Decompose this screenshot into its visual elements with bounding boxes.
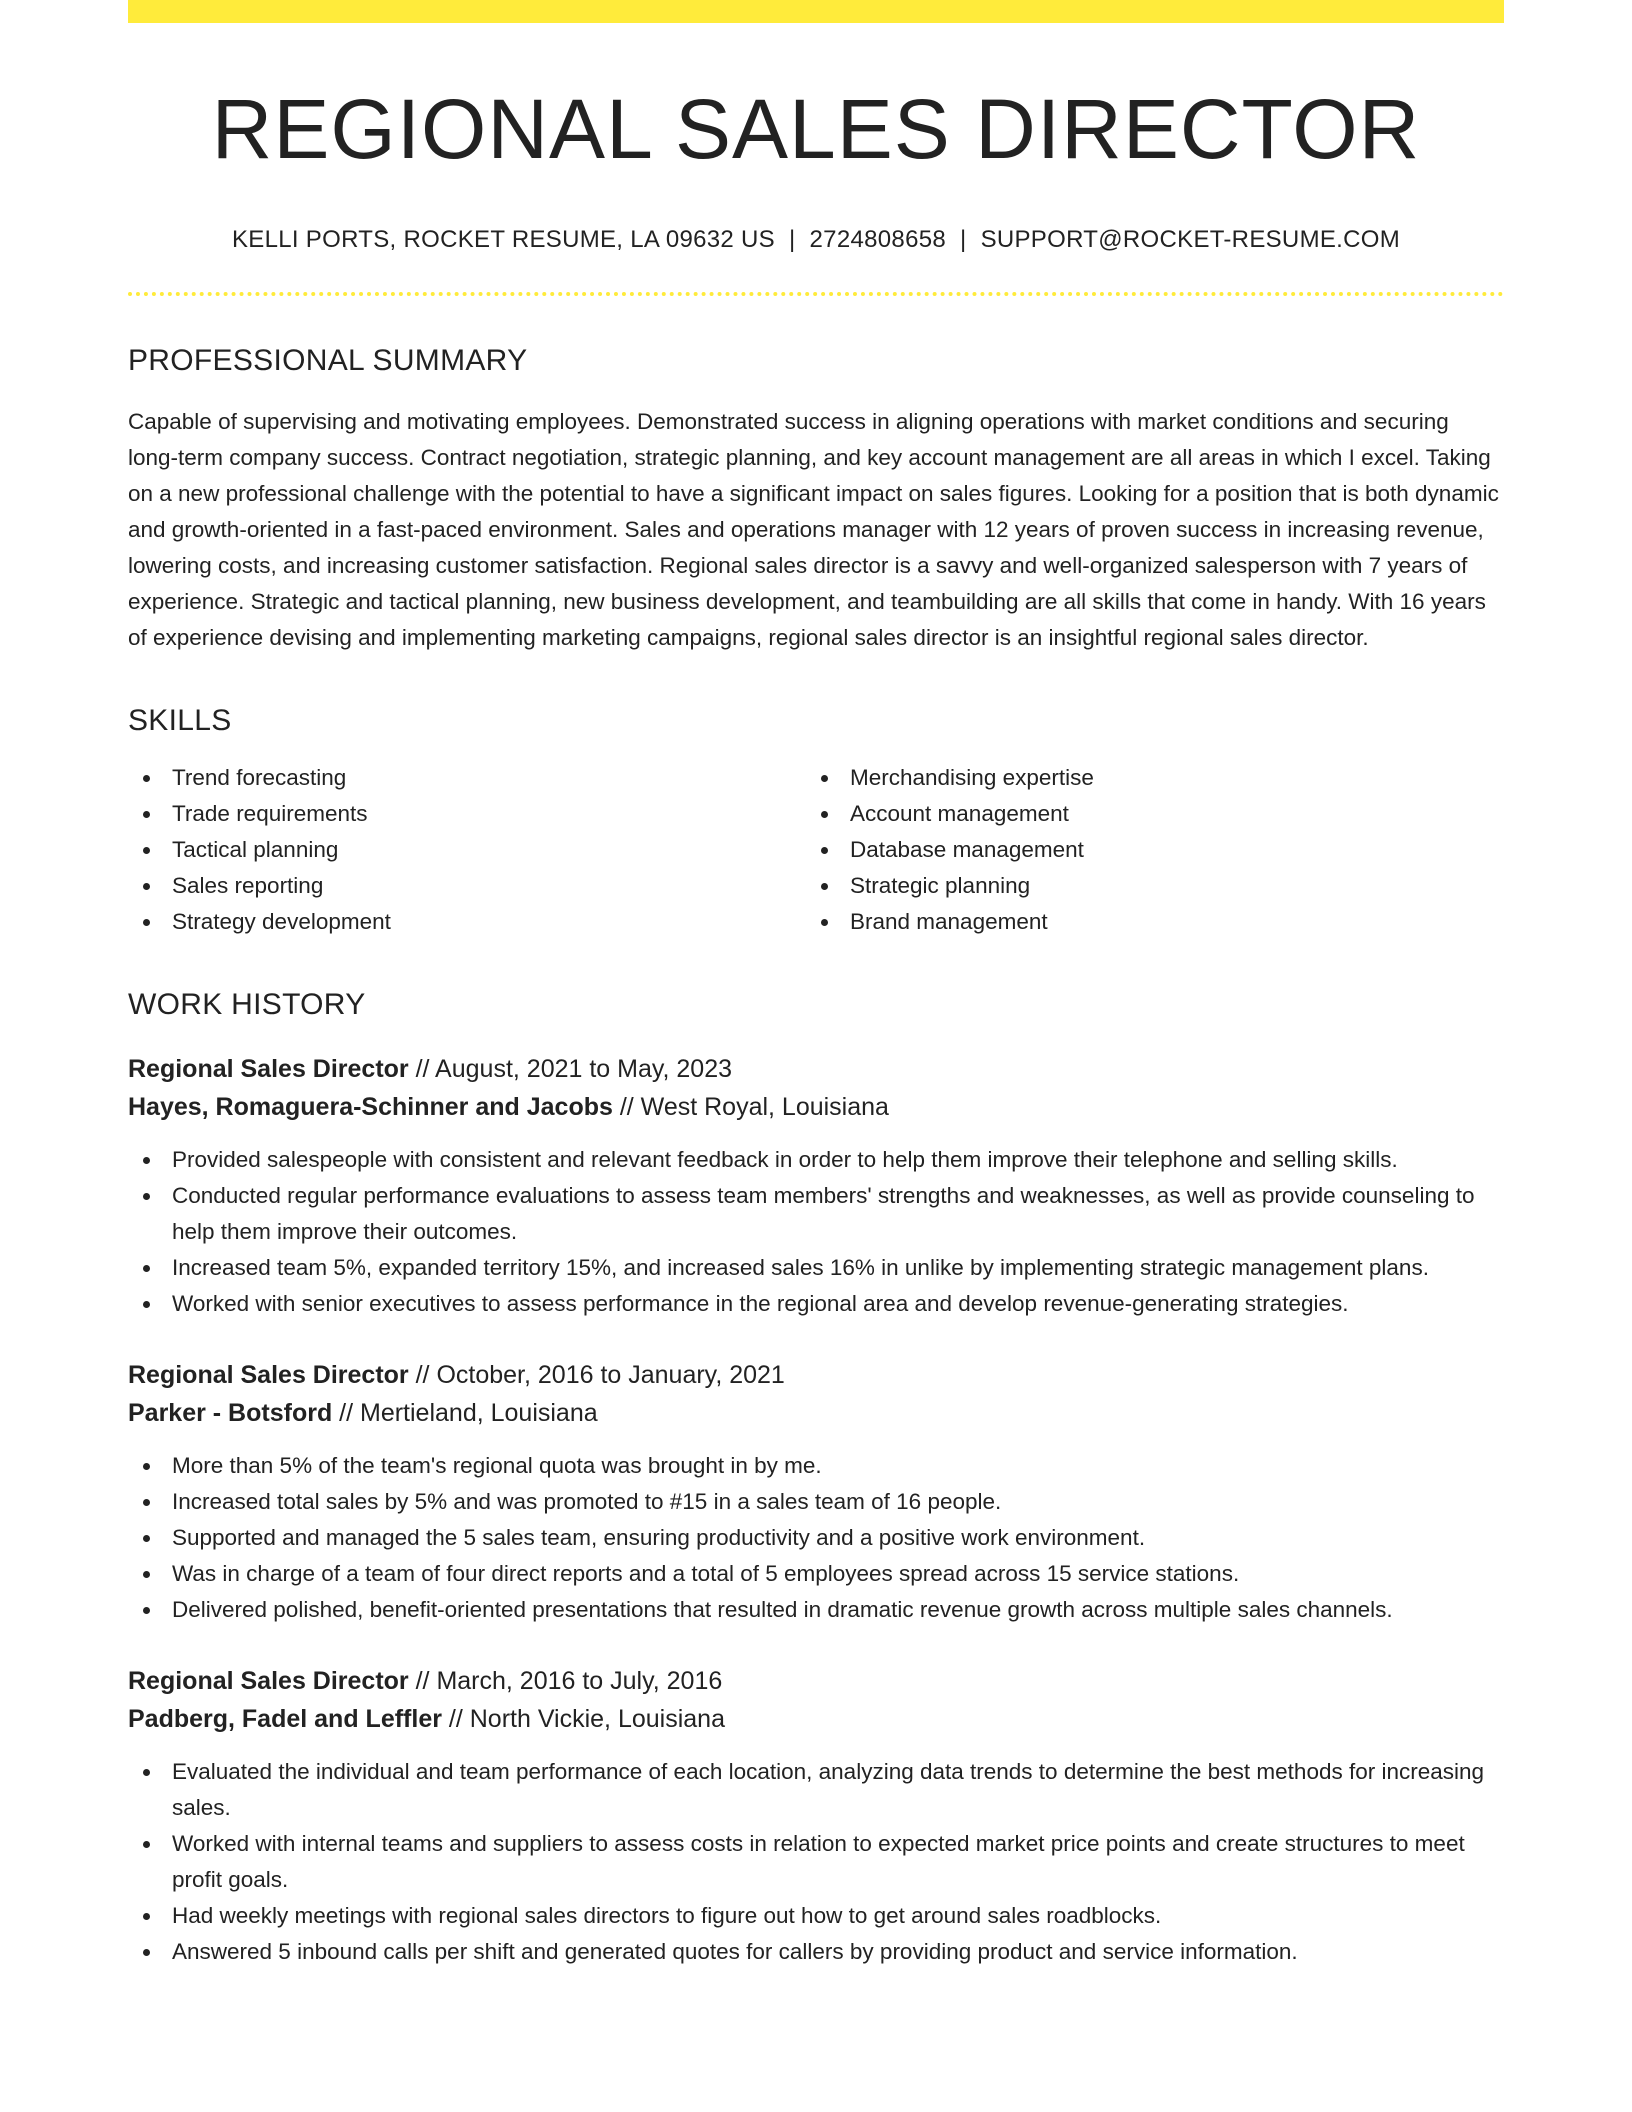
skills-list (128, 760, 1504, 940)
summary-text: Capable of supervising and motivating employees. Demonstrated success in aligning operations with market conditions and securing long-term company success. Contract negotiation, strategic planning, and key account management are all areas in which I excel. Taking on a new professional challenge with the potential to have a significant impact on sales figures. Looking for a position that is both dynamic and growth-oriented in a fast-paced environment. Sales and operations manager with 12 years of proven success in increasing revenue, lowering costs, and increasing customer satisfaction. Regional sales director is a savvy and well-organized salesperson with 7 years of experience. Strategic and tactical planning, new business development, and teambuilding are all skills that come in handy. With 16 years of experience devising and implementing marketing campaigns, regional sales director is an insightful regional sales director. (128, 408, 1499, 650)
skill-item: Tactical planning (128, 832, 806, 868)
contact-line (128, 226, 1504, 254)
job-title: Regional Sales Director (128, 1666, 409, 1695)
header-divider (128, 292, 1504, 296)
skill-item: Strategic planning (806, 868, 1484, 904)
job-title: Regional Sales Director (128, 1360, 409, 1389)
job-location: // North Vickie, Louisiana (441, 1704, 725, 1733)
skill-item: Sales reporting (128, 868, 806, 904)
job-dates: // August, 2021 to May, 2023 (408, 1054, 733, 1083)
skill-item: Database management (806, 832, 1484, 868)
job-location: // Mertieland, Louisiana (332, 1398, 598, 1427)
contact-address: KELLI PORTS, ROCKET RESUME, LA 09632 US (231, 225, 775, 253)
job-bullet: Answered 5 inbound calls per shift and generated quotes for callers by providing product and service information. (128, 1934, 1504, 1970)
skill-item: Strategy development (128, 904, 806, 940)
job-bullet: More than 5% of the team's regional quota was brought in by me. (128, 1448, 1504, 1484)
skill-item: Brand management (806, 904, 1484, 940)
job-bullet: Delivered polished, benefit-oriented presentations that resulted in dramatic revenue growth across multiple sales channels. (128, 1592, 1504, 1628)
job-bullet: Worked with senior executives to assess performance in the regional area and develop revenue-generating strategies. (128, 1286, 1504, 1322)
job-company-line (128, 1088, 1504, 1126)
job-title: Regional Sales Director (128, 1054, 409, 1083)
skill-item: Trend forecasting (128, 760, 806, 796)
job-bullets (128, 1754, 1504, 1970)
job-dates: // March, 2016 to July, 2016 (408, 1666, 723, 1695)
skills-heading: SKILLS (128, 703, 232, 737)
job-bullets (128, 1142, 1504, 1322)
job-entry (128, 1356, 1504, 1628)
resume-title: REGIONAL SALES DIRECTOR (211, 82, 1421, 176)
job-dates: // October, 2016 to January, 2021 (408, 1360, 785, 1389)
job-title-line (128, 1356, 1504, 1394)
contact-separator: | (960, 225, 967, 253)
job-bullets (128, 1448, 1504, 1628)
job-bullet: Increased total sales by 5% and was promoted to #15 in a sales team of 16 people. (128, 1484, 1504, 1520)
summary-heading: PROFESSIONAL SUMMARY (128, 343, 528, 377)
job-company: Parker - Botsford (128, 1398, 333, 1427)
skills-column-right (806, 760, 1484, 940)
job-location: // West Royal, Louisiana (612, 1092, 889, 1121)
skill-item: Account management (806, 796, 1484, 832)
work-history-heading: WORK HISTORY (128, 987, 366, 1021)
job-company-line (128, 1700, 1504, 1738)
job-company: Hayes, Romaguera-Schinner and Jacobs (128, 1092, 613, 1121)
skills-column-left (128, 760, 806, 940)
job-entry (128, 1662, 1504, 1970)
job-company: Padberg, Fadel and Leffler (128, 1704, 442, 1733)
job-bullet: Increased team 5%, expanded territory 15%, and increased sales 16% in unlike by implementing strategic management plans. (128, 1250, 1504, 1286)
job-bullet: Had weekly meetings with regional sales directors to figure out how to get around sales roadblocks. (128, 1898, 1504, 1934)
job-bullet: Evaluated the individual and team performance of each location, analyzing data trends to determine the best methods for increasing sales. (128, 1754, 1504, 1826)
contact-phone: 2724808658 (809, 225, 947, 253)
skill-item: Merchandising expertise (806, 760, 1484, 796)
accent-top-bar (128, 0, 1504, 23)
resume-page (128, 0, 1504, 1970)
contact-separator: | (788, 225, 796, 253)
skill-item: Trade requirements (128, 796, 806, 832)
job-bullet: Provided salespeople with consistent and relevant feedback in order to help them improve their telephone and selling skills. (128, 1142, 1504, 1178)
job-title-line (128, 1662, 1504, 1700)
job-bullet: Supported and managed the 5 sales team, ensuring productivity and a positive work environment. (128, 1520, 1504, 1556)
job-entry (128, 1050, 1504, 1322)
job-bullet: Worked with internal teams and suppliers to assess costs in relation to expected market price points and create structures to meet profit goals. (128, 1826, 1504, 1898)
job-company-line (128, 1394, 1504, 1432)
contact-email: SUPPORT@ROCKET-RESUME.COM (980, 225, 1401, 253)
job-title-line (128, 1050, 1504, 1088)
job-bullet: Was in charge of a team of four direct reports and a total of 5 employees spread across 15 service stations. (128, 1556, 1504, 1592)
job-bullet: Conducted regular performance evaluations to assess team members' strengths and weaknesses, as well as provide counseling to help them improve their outcomes. (128, 1178, 1504, 1250)
